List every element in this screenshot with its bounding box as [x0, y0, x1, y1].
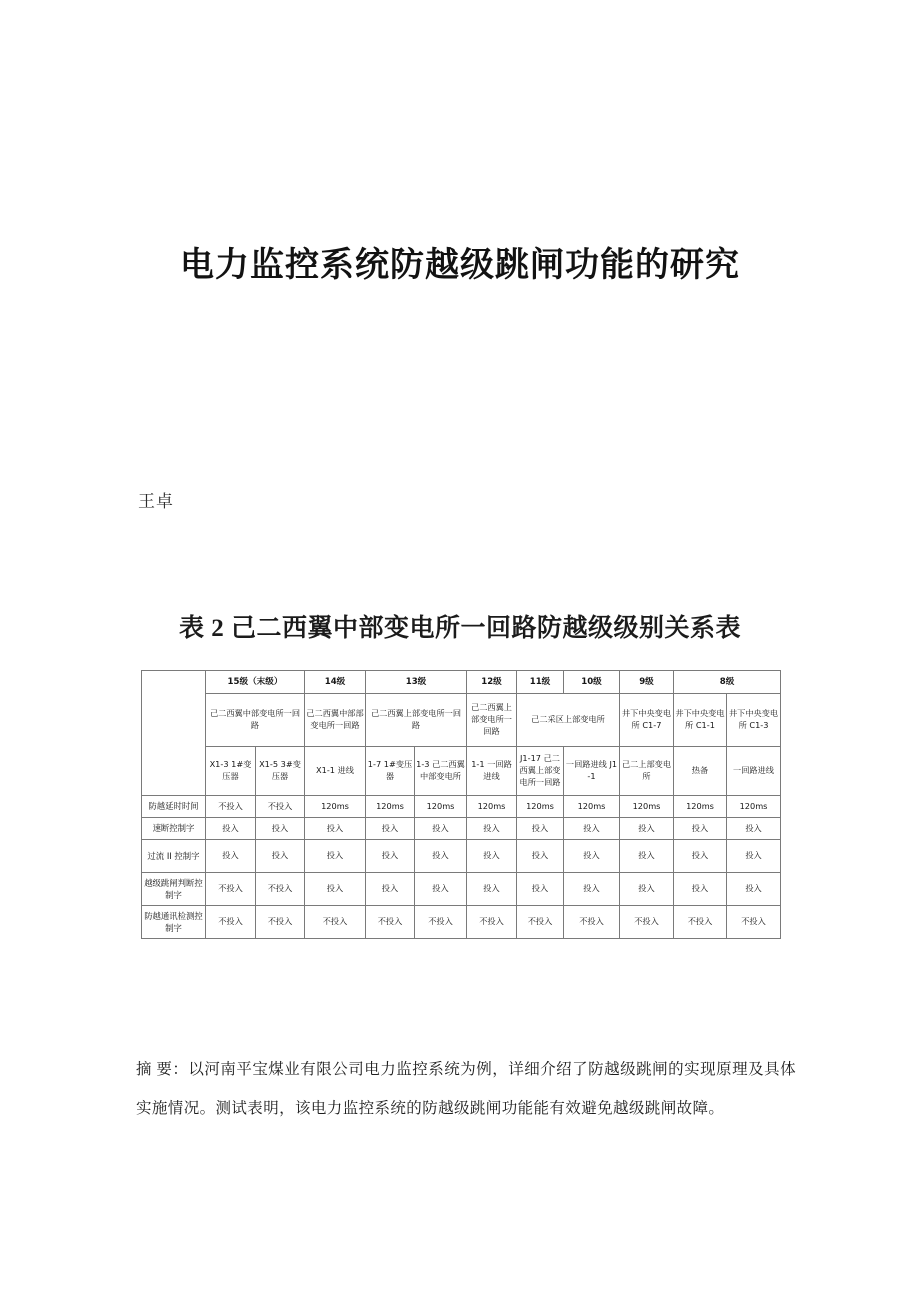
level-header-4: 11级 [517, 671, 564, 694]
level-header-7: 8级 [674, 671, 781, 694]
row-label-4: 防越通讯检测控制字 [142, 906, 206, 939]
row-label-2: 过流 II 控制字 [142, 840, 206, 873]
relation-table [141, 670, 781, 939]
relation-table-container [141, 670, 780, 939]
cell-4-6: 不投入 [517, 906, 564, 939]
cell-2-7: 投入 [564, 840, 620, 873]
device-cell-2: X1-1 进线 [305, 747, 366, 796]
cell-4-9: 不投入 [674, 906, 727, 939]
cell-2-3: 投入 [366, 840, 415, 873]
cell-0-8: 120ms [620, 796, 674, 818]
cell-2-8: 投入 [620, 840, 674, 873]
device-cell-6: J1-17 己二西翼上部变电所一回路 [517, 747, 564, 796]
level-header-6: 9级 [620, 671, 674, 694]
row-label-1: 速断控制字 [142, 818, 206, 840]
cell-0-5: 120ms [467, 796, 517, 818]
cell-1-4: 投入 [415, 818, 467, 840]
cell-0-4: 120ms [415, 796, 467, 818]
table-station-row [142, 694, 781, 747]
cell-1-10: 投入 [727, 818, 781, 840]
cell-3-5: 投入 [467, 873, 517, 906]
cell-4-8: 不投入 [620, 906, 674, 939]
cell-4-2: 不投入 [305, 906, 366, 939]
station-cell-3: 己二西翼上部变电所一回路 [467, 694, 517, 747]
cell-4-5: 不投入 [467, 906, 517, 939]
table-caption: 表 2 己二西翼中部变电所一回路防越级级别关系表 [178, 615, 741, 642]
device-cell-0: X1-3 1#变压器 [206, 747, 256, 796]
level-header-3: 12级 [467, 671, 517, 694]
table-row [142, 906, 781, 939]
station-cell-4: 己二采区上部变电所 [517, 694, 620, 747]
level-header-0: 15级（末级） [206, 671, 305, 694]
device-cell-10: 一回路进线 [727, 747, 781, 796]
cell-3-6: 投入 [517, 873, 564, 906]
cell-2-9: 投入 [674, 840, 727, 873]
cell-2-0: 投入 [206, 840, 256, 873]
device-cell-1: X1-5 3#变压器 [256, 747, 305, 796]
cell-1-8: 投入 [620, 818, 674, 840]
cell-2-5: 投入 [467, 840, 517, 873]
cell-2-10: 投入 [727, 840, 781, 873]
table-device-row [142, 747, 781, 796]
level-header-2: 13级 [366, 671, 467, 694]
table-row [142, 873, 781, 906]
table-corner-cell [142, 671, 206, 796]
cell-0-1: 不投入 [256, 796, 305, 818]
cell-4-4: 不投入 [415, 906, 467, 939]
cell-3-8: 投入 [620, 873, 674, 906]
cell-3-0: 不投入 [206, 873, 256, 906]
table-row [142, 840, 781, 873]
cell-1-3: 投入 [366, 818, 415, 840]
station-cell-1: 己二西翼中部部变电所一回路 [305, 694, 366, 747]
cell-1-7: 投入 [564, 818, 620, 840]
page-title: 电力监控系统防越级跳闸功能的研究 [180, 244, 740, 285]
cell-4-3: 不投入 [366, 906, 415, 939]
cell-0-2: 120ms [305, 796, 366, 818]
device-cell-7: 一回路进线 J1-1 [564, 747, 620, 796]
cell-1-2: 投入 [305, 818, 366, 840]
station-cell-6: 井下中央变电所 C1-1 [674, 694, 727, 747]
cell-1-5: 投入 [467, 818, 517, 840]
device-cell-5: 1-1 一回路进线 [467, 747, 517, 796]
cell-1-9: 投入 [674, 818, 727, 840]
row-label-3: 越级跳闸判断控制字 [142, 873, 206, 906]
cell-4-10: 不投入 [727, 906, 781, 939]
cell-4-0: 不投入 [206, 906, 256, 939]
cell-0-3: 120ms [366, 796, 415, 818]
cell-2-2: 投入 [305, 840, 366, 873]
row-label-0: 防越延时时间 [142, 796, 206, 818]
cell-2-1: 投入 [256, 840, 305, 873]
abstract-paragraph: 摘 要：以河南平宝煤业有限公司电力监控系统为例，详细介绍了防越级跳闸的实现原理及具体实施情况。测试表明，该电力监控系统的防越级跳闸功能能有效避免越级跳闸故障。 [136, 1060, 796, 1117]
table-row [142, 796, 781, 818]
device-cell-8: 己二上部变电所 [620, 747, 674, 796]
cell-0-9: 120ms [674, 796, 727, 818]
station-cell-0: 己二西翼中部变电所一回路 [206, 694, 305, 747]
level-header-5: 10级 [564, 671, 620, 694]
cell-2-4: 投入 [415, 840, 467, 873]
cell-0-0: 不投入 [206, 796, 256, 818]
cell-3-2: 投入 [305, 873, 366, 906]
cell-1-1: 投入 [256, 818, 305, 840]
cell-3-9: 投入 [674, 873, 727, 906]
station-cell-5: 井下中央变电所 C1-7 [620, 694, 674, 747]
level-header-1: 14级 [305, 671, 366, 694]
cell-3-3: 投入 [366, 873, 415, 906]
table-row [142, 818, 781, 840]
cell-2-6: 投入 [517, 840, 564, 873]
cell-3-7: 投入 [564, 873, 620, 906]
table-header-row [142, 671, 781, 694]
device-cell-9: 热备 [674, 747, 727, 796]
cell-3-1: 不投入 [256, 873, 305, 906]
device-cell-3: 1-7 1#变压器 [366, 747, 415, 796]
cell-3-10: 投入 [727, 873, 781, 906]
cell-0-10: 120ms [727, 796, 781, 818]
author-name: 王卓 [138, 492, 174, 511]
station-cell-2: 己二西翼上部变电所一回路 [366, 694, 467, 747]
cell-1-6: 投入 [517, 818, 564, 840]
station-cell-7: 井下中央变电所 C1-3 [727, 694, 781, 747]
cell-4-1: 不投入 [256, 906, 305, 939]
cell-4-7: 不投入 [564, 906, 620, 939]
cell-3-4: 投入 [415, 873, 467, 906]
cell-0-6: 120ms [517, 796, 564, 818]
cell-0-7: 120ms [564, 796, 620, 818]
device-cell-4: 1-3 己二西翼中部变电所 [415, 747, 467, 796]
cell-1-0: 投入 [206, 818, 256, 840]
